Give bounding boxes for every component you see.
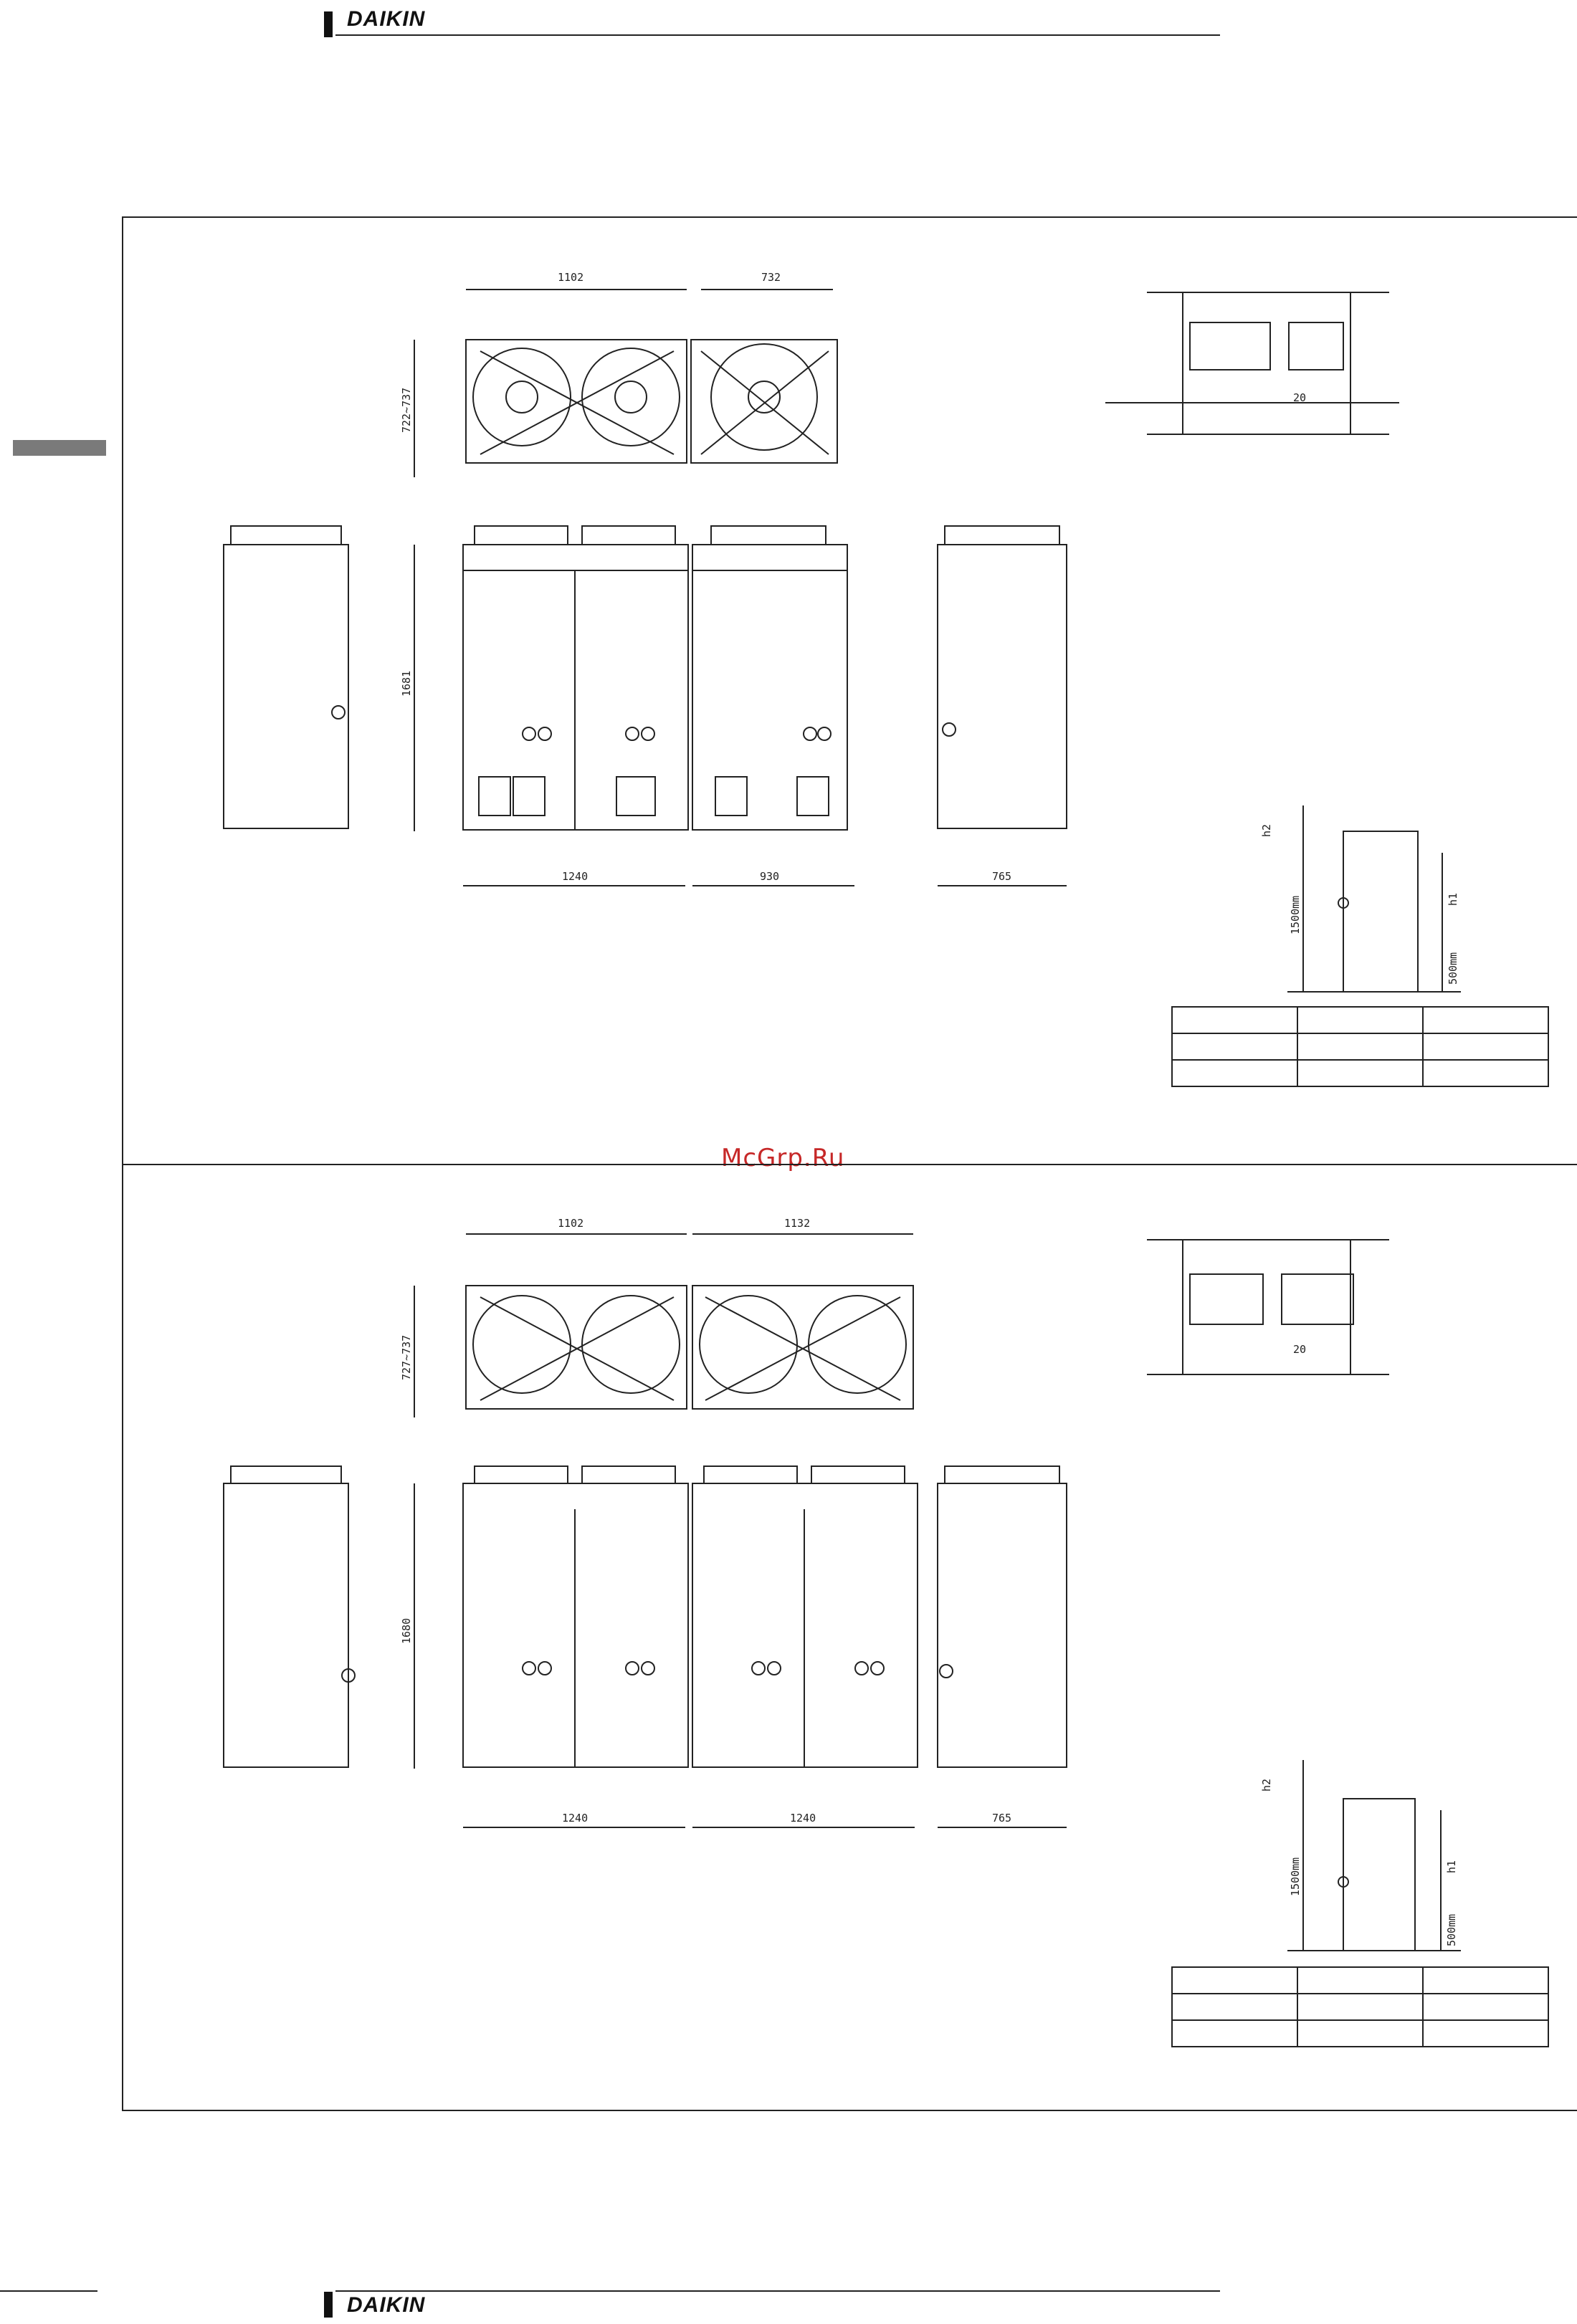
side-width-label: 765 (992, 1812, 1012, 1825)
footer-logo (347, 2293, 425, 2318)
spec-table-bottom (1171, 1966, 1549, 2047)
table-row (1172, 1967, 1548, 1994)
wall-height-label: 1500mm (1289, 895, 1302, 934)
clear-gap-label: 20 (1293, 391, 1307, 404)
top-width-b-label: 732 (761, 271, 781, 284)
footer-rule (335, 2290, 1220, 2292)
footer-logo-bar (324, 2292, 333, 2318)
front-height-label: 1680 (400, 1617, 413, 1644)
side-tab (13, 440, 106, 456)
top-depth-label: 722~737 (400, 387, 413, 433)
front-width-b-label: 1240 (790, 1812, 816, 1825)
header-rule (335, 34, 1220, 36)
spec-table-top (1171, 1006, 1549, 1087)
header-logo-bar (324, 11, 333, 37)
watermark: McGrp.Ru (721, 1144, 845, 1172)
top-width-a-label: 1102 (558, 271, 584, 284)
base-label: 500mm (1447, 952, 1459, 985)
wall-height-label: 1500mm (1289, 1857, 1302, 1896)
front-gap-label: h1 (1445, 1860, 1458, 1873)
footer-logo-text: DAIKIN (347, 2293, 426, 2317)
front-gap-label: h1 (1447, 892, 1459, 906)
table-row (1172, 2020, 1548, 2047)
side-width-label: 765 (992, 870, 1012, 883)
front-width-a-label: 1240 (562, 870, 589, 883)
front-height-label: 1681 (400, 670, 413, 697)
base-label: 500mm (1445, 1913, 1458, 1946)
table-row (1172, 1007, 1548, 1033)
clear-gap-label: 20 (1293, 1343, 1307, 1356)
table-row (1172, 1060, 1548, 1086)
header-logo (347, 7, 425, 32)
top-width-b-label: 1132 (784, 1217, 811, 1230)
top-width-a-label: 1102 (558, 1217, 584, 1230)
top-gap-label: h2 (1260, 823, 1273, 837)
front-width-a-label: 1240 (562, 1812, 589, 1825)
table-row (1172, 1994, 1548, 2020)
footer-left-rule (0, 2290, 97, 2292)
header-logo-text: DAIKIN (347, 7, 426, 31)
table-row (1172, 1033, 1548, 1060)
top-depth-label: 727~737 (400, 1334, 413, 1380)
top-gap-label: h2 (1260, 1778, 1273, 1792)
front-width-b-label: 930 (760, 870, 780, 883)
